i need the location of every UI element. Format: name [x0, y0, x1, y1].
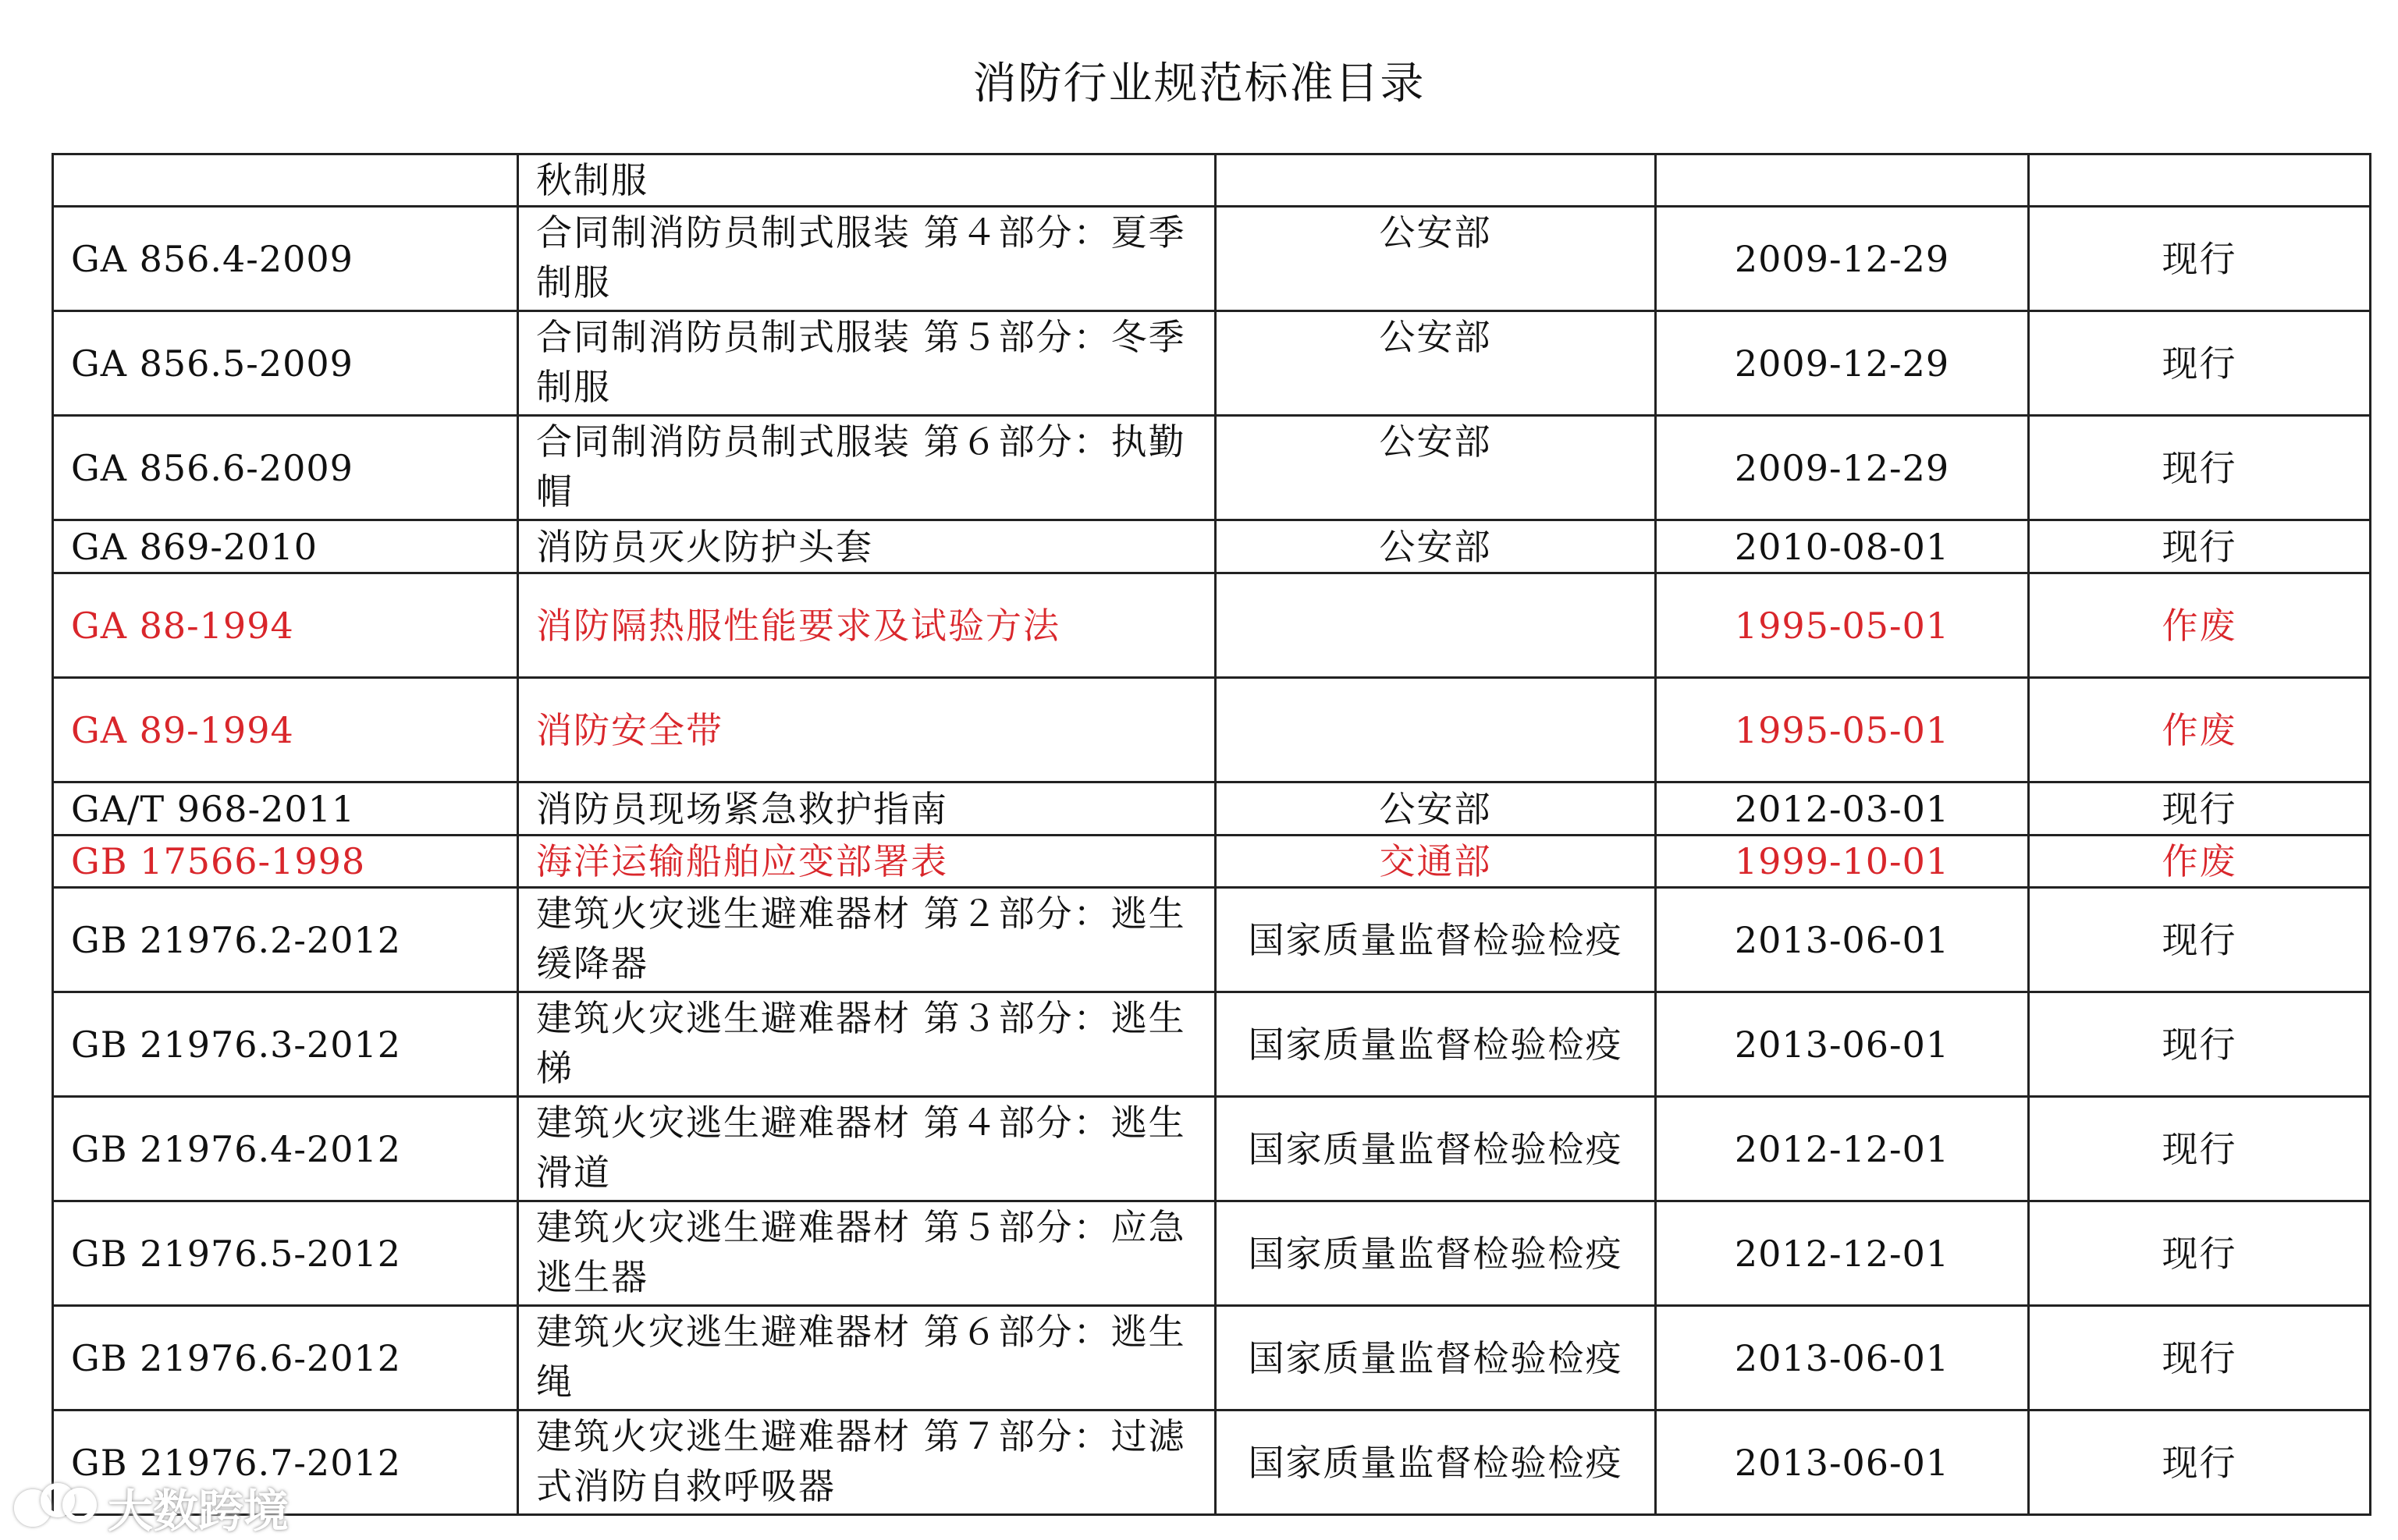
- implementation-date-cell: 2013-06-01: [1656, 1306, 2029, 1410]
- standard-name-cell: 消防员灭火防护头套: [518, 520, 1216, 573]
- table-row: [53, 1097, 2371, 1201]
- standard-code-cell: GB 21976.4-2012: [53, 1097, 518, 1201]
- implementation-date-cell: 1999-10-01: [1656, 836, 2029, 888]
- implementation-date-cell: 1995-05-01: [1656, 678, 2029, 782]
- issuing-department-cell: 公安部: [1216, 520, 1656, 573]
- table-row: [53, 1410, 2371, 1515]
- standard-name-cell: 建筑火灾逃生避难器材 第２部分：逃生缓降器: [518, 888, 1216, 992]
- standard-code-cell: GB 21976.2-2012: [53, 888, 518, 992]
- status-cell: 现行: [2029, 207, 2371, 311]
- issuing-department-cell: 国家质量监督检验检疫: [1216, 1410, 1656, 1515]
- standard-code-cell: GB 17566-1998: [53, 836, 518, 888]
- status-cell: 现行: [2029, 782, 2371, 836]
- issuing-department-cell: [1216, 678, 1656, 782]
- standard-code-cell: GA 89-1994: [53, 678, 518, 782]
- issuing-department-cell: 公安部: [1216, 416, 1656, 520]
- table-row: [53, 207, 2371, 311]
- standard-name-cell: 合同制消防员制式服装 第６部分：执勤帽: [518, 416, 1216, 520]
- status-cell: 作废: [2029, 678, 2371, 782]
- implementation-date-cell: 2013-06-01: [1656, 888, 2029, 992]
- standard-name-cell: 合同制消防员制式服装 第４部分：夏季制服: [518, 207, 1216, 311]
- standards-table: [52, 153, 2371, 1516]
- status-cell: 现行: [2029, 1201, 2371, 1306]
- standard-name-cell: 消防员现场紧急救护指南: [518, 782, 1216, 836]
- table-row: [53, 678, 2371, 782]
- issuing-department-cell: 国家质量监督检验检疫: [1216, 1201, 1656, 1306]
- standard-code-cell: GA 856.4-2009: [53, 207, 518, 311]
- standard-code-cell: GA/T 968-2011: [53, 782, 518, 836]
- table-row: [53, 1201, 2371, 1306]
- status-cell: 现行: [2029, 416, 2371, 520]
- implementation-date-cell: 2012-12-01: [1656, 1201, 2029, 1306]
- issuing-department-cell: 公安部: [1216, 207, 1656, 311]
- implementation-date-cell: 2012-12-01: [1656, 1097, 2029, 1201]
- watermark-text: 大数跨境: [108, 1485, 290, 1538]
- page-title: 消防行业规范标准目录: [972, 59, 1426, 109]
- standard-code-cell: GA 869-2010: [53, 520, 518, 573]
- brand-logo-icon: [14, 1483, 100, 1531]
- watermark: [14, 1474, 289, 1540]
- standard-code-cell: GA 856.5-2009: [53, 311, 518, 416]
- table-row: [53, 416, 2371, 520]
- implementation-date-cell: 2010-08-01: [1656, 520, 2029, 573]
- standard-name-cell: 消防安全带: [518, 678, 1216, 782]
- standard-name-cell: 海洋运输船舶应变部署表: [518, 836, 1216, 888]
- status-cell: [2029, 154, 2371, 207]
- standard-name-cell: 建筑火灾逃生避难器材 第５部分：应急逃生器: [518, 1201, 1216, 1306]
- standards-table-body: [53, 154, 2371, 1515]
- standard-code-cell: [53, 154, 518, 207]
- table-row: [53, 888, 2371, 992]
- status-cell: 作废: [2029, 836, 2371, 888]
- issuing-department-cell: [1216, 154, 1656, 207]
- standard-code-cell: GA 88-1994: [53, 573, 518, 678]
- standard-name-cell: 建筑火灾逃生避难器材 第６部分：逃生绳: [518, 1306, 1216, 1410]
- issuing-department-cell: 国家质量监督检验检疫: [1216, 888, 1656, 992]
- standard-name-cell: 建筑火灾逃生避难器材 第７部分：过滤式消防自救呼吸器: [518, 1410, 1216, 1515]
- issuing-department-cell: 国家质量监督检验检疫: [1216, 1306, 1656, 1410]
- implementation-date-cell: 2012-03-01: [1656, 782, 2029, 836]
- standard-code-cell: GB 21976.3-2012: [53, 992, 518, 1097]
- status-cell: 现行: [2029, 1306, 2371, 1410]
- status-cell: 现行: [2029, 311, 2371, 416]
- table-row: [53, 1306, 2371, 1410]
- standard-name-cell: 建筑火灾逃生避难器材 第４部分：逃生滑道: [518, 1097, 1216, 1201]
- status-cell: 现行: [2029, 1097, 2371, 1201]
- table-row: [53, 782, 2371, 836]
- standard-code-cell: GB 21976.6-2012: [53, 1306, 518, 1410]
- implementation-date-cell: 2013-06-01: [1656, 992, 2029, 1097]
- issuing-department-cell: [1216, 573, 1656, 678]
- issuing-department-cell: 国家质量监督检验检疫: [1216, 1097, 1656, 1201]
- status-cell: 现行: [2029, 992, 2371, 1097]
- implementation-date-cell: 2009-12-29: [1656, 207, 2029, 311]
- implementation-date-cell: 1995-05-01: [1656, 573, 2029, 678]
- status-cell: 现行: [2029, 520, 2371, 573]
- table-row: [53, 992, 2371, 1097]
- table-row: [53, 311, 2371, 416]
- issuing-department-cell: 国家质量监督检验检疫: [1216, 992, 1656, 1097]
- issuing-department-cell: 公安部: [1216, 782, 1656, 836]
- table-row: [53, 154, 2371, 207]
- standard-name-cell: 合同制消防员制式服装 第５部分：冬季制服: [518, 311, 1216, 416]
- issuing-department-cell: 交通部: [1216, 836, 1656, 888]
- table-row: [53, 836, 2371, 888]
- standard-name-cell: 秋制服: [518, 154, 1216, 207]
- implementation-date-cell: [1656, 154, 2029, 207]
- implementation-date-cell: 2009-12-29: [1656, 416, 2029, 520]
- standard-name-cell: 建筑火灾逃生避难器材 第３部分：逃生梯: [518, 992, 1216, 1097]
- standard-code-cell: GA 856.6-2009: [53, 416, 518, 520]
- issuing-department-cell: 公安部: [1216, 311, 1656, 416]
- status-cell: 现行: [2029, 888, 2371, 992]
- standard-code-cell: GB 21976.7-2012: [53, 1410, 518, 1515]
- standard-code-cell: GB 21976.5-2012: [53, 1201, 518, 1306]
- table-row: [53, 520, 2371, 573]
- table-row: [53, 573, 2371, 678]
- implementation-date-cell: 2013-06-01: [1656, 1410, 2029, 1515]
- standard-name-cell: 消防隔热服性能要求及试验方法: [518, 573, 1216, 678]
- status-cell: 作废: [2029, 573, 2371, 678]
- implementation-date-cell: 2009-12-29: [1656, 311, 2029, 416]
- status-cell: 现行: [2029, 1410, 2371, 1515]
